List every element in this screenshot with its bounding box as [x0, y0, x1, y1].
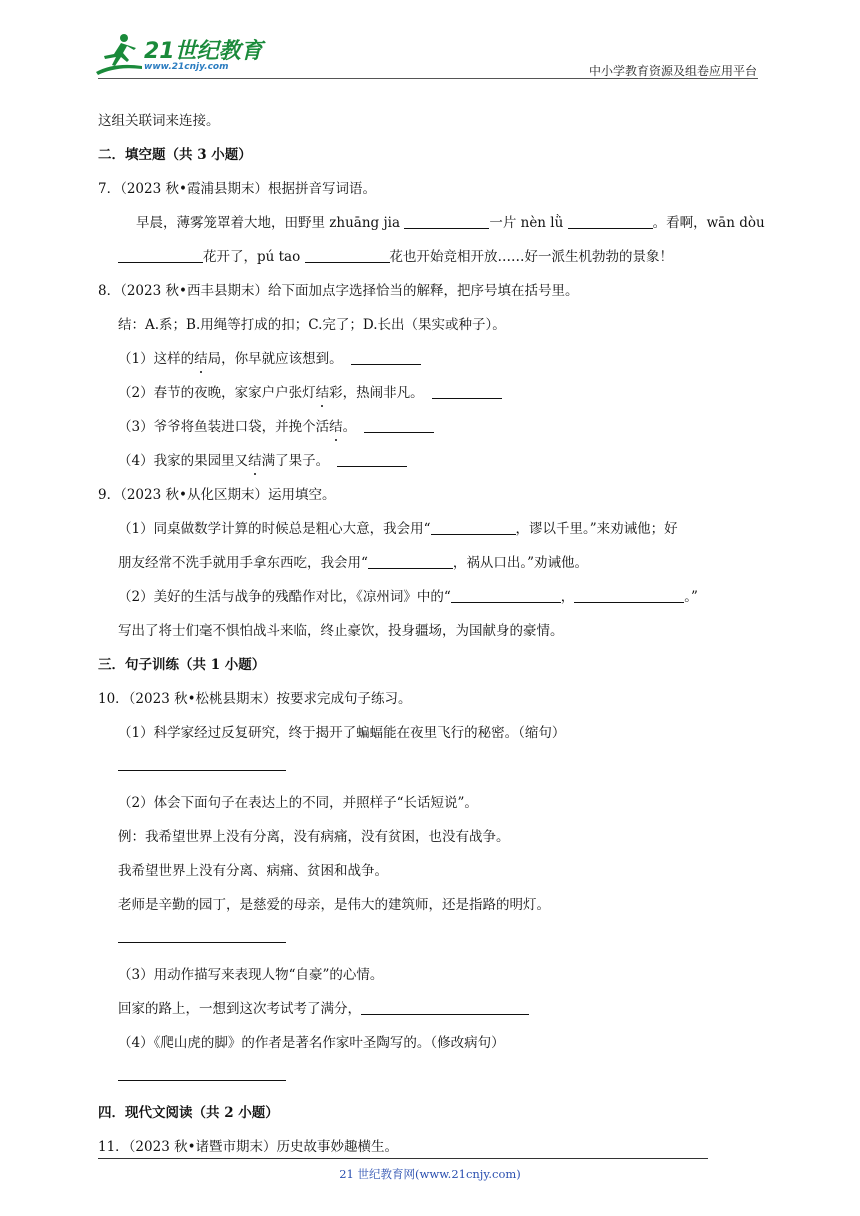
platform-title: 中小学教育资源及组卷应用平台 [588, 64, 757, 78]
dotted-char: 结 [329, 410, 343, 444]
question-10-3: （3）用动作描写来表现人物“自豪”的心情。 [118, 967, 384, 983]
question-7-text [98, 206, 765, 240]
text-span: 彩，热闹非凡。 [329, 385, 424, 401]
text-line: 这组关联词来连接。 [98, 113, 220, 129]
question-9-1 [98, 512, 762, 546]
text-span: （1）同桌做数学计算的时候总是粗心大意，我会用“ [118, 521, 431, 537]
page-footer[interactable]: 21 世纪教育网(www.21cnjy.com) [339, 1167, 521, 1181]
text-span: （1）这样的 [118, 351, 195, 367]
answer-blank[interactable] [368, 554, 453, 569]
example-line: 例：我希望世界上没有分离，没有病痛，没有贫困，也没有战争。 [118, 829, 510, 845]
answer-blank[interactable] [432, 384, 502, 399]
dotted-char: 结 [194, 342, 208, 376]
text-span: （4）我家的果园里又 [118, 453, 249, 469]
question-8: 8．（2023 秋•西丰县期末）给下面加点字选择恰当的解释，把序号填在括号里。 [98, 283, 579, 299]
text-span: ， [560, 589, 575, 605]
answer-blank[interactable] [431, 520, 516, 535]
question-10-4: （4）《爬山虎的脚》的作者是著名作家叶圣陶写的。（修改病句） [118, 1035, 505, 1051]
question-9: 9．（2023 秋•从化区期末）运用填空。 [98, 487, 336, 503]
question-10-3-text [98, 992, 762, 1026]
text-span: （2）美好的生活与战争的残酷作对比，《凉州词》中的“ [118, 589, 451, 605]
answer-blank[interactable] [118, 1062, 286, 1081]
footer-divider [98, 1158, 708, 1159]
question-9-2-cont: 写出了将士们毫不惧怕战斗来临，终止豪饮，投身疆场，为国献身的豪情。 [118, 623, 564, 639]
answer-blank[interactable] [568, 214, 653, 229]
section-heading: 二．填空题（共 3 小题） [98, 147, 252, 163]
answer-blank[interactable] [404, 214, 489, 229]
text-span: ，祸从口出。”劝诫他。 [452, 555, 589, 571]
text-span: 满了果子。 [261, 453, 330, 469]
answer-blank[interactable] [361, 1000, 529, 1015]
section-heading: 四．现代文阅读（共 2 小题） [98, 1105, 279, 1121]
text-span: （2）春节的夜晚，家家户户张灯 [118, 385, 316, 401]
text-span: 。看啊，wān dòu [652, 215, 765, 231]
answer-blank[interactable] [337, 452, 407, 467]
logo-url: www.21cnjy.com [144, 62, 229, 72]
text-span: 回家的路上，一想到这次考试考了满分， [118, 1001, 361, 1017]
definition-line: 结：A.系；B.用绳等打成的扣；C.完了；D.长出（果实或种子）。 [118, 317, 506, 333]
text-span: 朋友经常不洗手就用手拿东西吃，我会用“ [118, 555, 368, 571]
page-header [0, 0, 860, 80]
question-7-text-cont [98, 240, 762, 274]
dotted-char: 结 [316, 376, 330, 410]
question-9-2 [98, 580, 762, 614]
site-logo[interactable] [94, 32, 264, 78]
question-7: 7．（2023 秋•霞浦县期末）根据拼音写词语。 [98, 181, 376, 197]
text-span: 一片 nèn lǜ [489, 215, 564, 231]
answer-blank[interactable] [451, 588, 561, 603]
document-body [98, 104, 765, 1164]
answer-blank[interactable] [351, 350, 421, 365]
runner-logo-icon [94, 32, 146, 76]
answer-line [98, 924, 762, 958]
dotted-char: 结 [248, 444, 262, 478]
text-span: （3）爷爷将鱼装进口袋，并挽个活 [118, 419, 330, 435]
logo-text: 21世纪教育 [144, 39, 263, 64]
answer-blank[interactable] [118, 248, 203, 263]
question-10: 10．（2023 秋•松桃县期末）按要求完成句子练习。 [98, 691, 412, 707]
text-span: 。” [684, 589, 698, 605]
text-span: 花也开始竞相开放……好一派生机勃勃的景象！ [389, 249, 674, 265]
text-span: 。 [342, 419, 357, 435]
answer-blank[interactable] [118, 924, 286, 943]
text-span: 花开了，pú tao [203, 249, 301, 265]
question-11: 11．（2023 秋•诸暨市期末）历史故事妙趣横生。 [98, 1139, 399, 1155]
answer-line [98, 1062, 762, 1096]
question-8-4 [98, 444, 762, 478]
text-span: 局，你早就应该想到。 [207, 351, 343, 367]
question-10-1: （1）科学家经过反复研究，终于揭开了蝙蝠能在夜里飞行的秘密。（缩句） [118, 725, 566, 741]
answer-blank[interactable] [305, 248, 390, 263]
text-span: ，谬以千里。”来劝诫他；好 [515, 521, 678, 537]
text-span: 早晨，薄雾笼罩着大地，田野里 zhuāng jia [136, 215, 401, 231]
question-10-2: （2）体会下面句子在表达上的不同，并照样子“长话短说”。 [118, 795, 478, 811]
header-divider [98, 78, 758, 79]
example-line: 我希望世界上没有分离、病痛、贫困和战争。 [118, 863, 388, 879]
question-8-1 [98, 342, 762, 376]
question-8-2 [98, 376, 762, 410]
question-10-2-text: 老师是辛勤的园丁，是慈爱的母亲，是伟大的建筑师，还是指路的明灯。 [118, 897, 550, 913]
section-heading: 三．句子训练（共 1 小题） [98, 657, 266, 673]
question-9-1-cont [98, 546, 762, 580]
answer-blank[interactable] [364, 418, 434, 433]
answer-blank[interactable] [574, 588, 684, 603]
answer-blank[interactable] [118, 752, 286, 771]
answer-line [98, 752, 762, 786]
question-8-3 [98, 410, 762, 444]
